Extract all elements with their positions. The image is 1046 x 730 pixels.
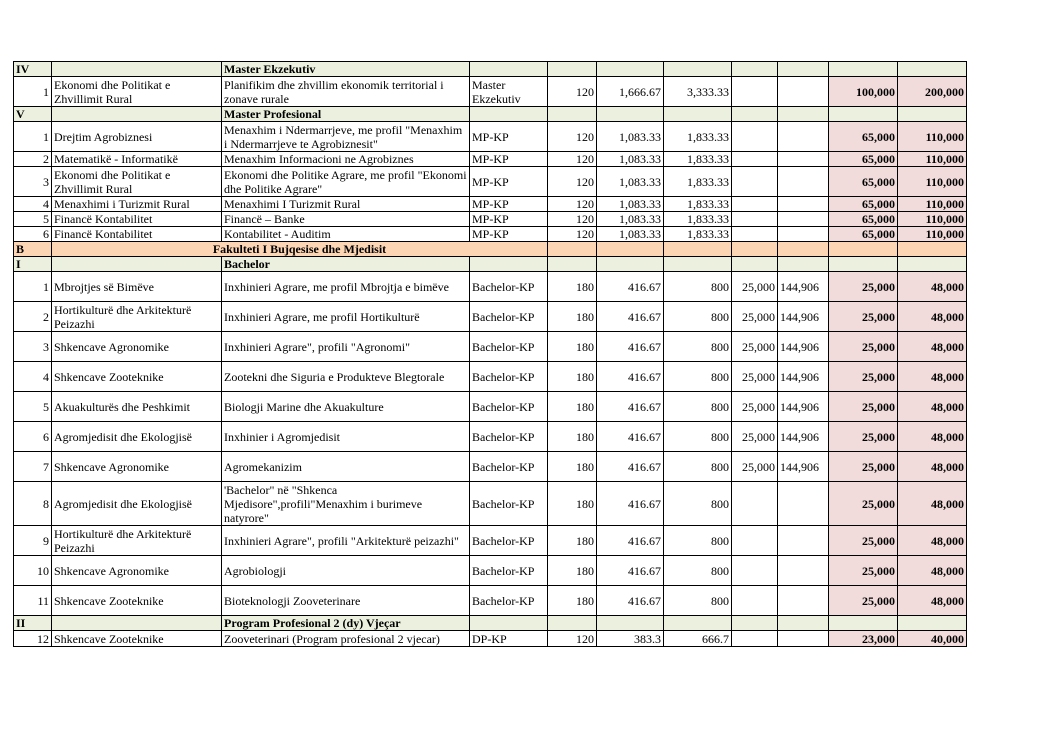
table-row <box>14 212 967 227</box>
extra-value-2 <box>778 526 829 556</box>
empty-cell <box>548 616 597 631</box>
study-level: MP-KP <box>470 197 548 212</box>
table-row <box>14 526 967 556</box>
row-number: 1 <box>14 122 52 152</box>
row-number: 10 <box>14 556 52 586</box>
empty-cell <box>470 62 548 77</box>
fee-per-credit: 416.67 <box>597 556 664 586</box>
row-number: 5 <box>14 212 52 227</box>
annual-fee-foreign: 48,000 <box>898 556 967 586</box>
empty-cell <box>829 616 898 631</box>
credits-value: 120 <box>548 197 597 212</box>
extra-value-1: 25,000 <box>732 422 778 452</box>
annual-fee-foreign: 110,000 <box>898 197 967 212</box>
annual-fee: 25,000 <box>829 482 898 526</box>
empty-cell <box>597 242 664 257</box>
empty-cell <box>548 257 597 272</box>
extra-value-2 <box>778 152 829 167</box>
department-name: Agromjedisit dhe Ekologjisë <box>52 482 222 526</box>
annual-fee-foreign: 110,000 <box>898 122 967 152</box>
credits-value: 180 <box>548 422 597 452</box>
section-header-row <box>14 107 967 122</box>
program-name: Zootekni dhe Siguria e Produkteve Blegtorale <box>222 362 470 392</box>
annual-fee-foreign: 48,000 <box>898 362 967 392</box>
annual-fee-foreign: 110,000 <box>898 212 967 227</box>
fee-per-credit-alt: 800 <box>664 422 732 452</box>
extra-value-2 <box>778 556 829 586</box>
program-name: Agrobiologji <box>222 556 470 586</box>
extra-value-1 <box>732 167 778 197</box>
section-title: Master Ekzekutiv <box>222 62 470 77</box>
empty-cell <box>597 107 664 122</box>
table-row <box>14 332 967 362</box>
empty-cell <box>732 107 778 122</box>
annual-fee: 65,000 <box>829 122 898 152</box>
annual-fee-foreign: 110,000 <box>898 167 967 197</box>
fee-per-credit: 416.67 <box>597 272 664 302</box>
faculty-title: Fakulteti I Bujqesise dhe Mjedisit <box>52 242 548 257</box>
fee-per-credit-alt: 800 <box>664 302 732 332</box>
extra-value-1 <box>732 526 778 556</box>
extra-value-1 <box>732 556 778 586</box>
department-name: Agromjedisit dhe Ekologjisë <box>52 422 222 452</box>
credits-value: 120 <box>548 122 597 152</box>
empty-cell <box>52 616 222 631</box>
row-number: 3 <box>14 332 52 362</box>
extra-value-2 <box>778 482 829 526</box>
annual-fee: 25,000 <box>829 526 898 556</box>
fee-per-credit: 416.67 <box>597 392 664 422</box>
study-level: Bachelor-KP <box>470 362 548 392</box>
extra-value-1 <box>732 212 778 227</box>
fee-per-credit-alt: 1,833.33 <box>664 152 732 167</box>
extra-value-2 <box>778 212 829 227</box>
table-row <box>14 77 967 107</box>
fee-per-credit-alt: 3,333.33 <box>664 77 732 107</box>
annual-fee-foreign: 110,000 <box>898 152 967 167</box>
fee-per-credit-alt: 1,833.33 <box>664 122 732 152</box>
table-row <box>14 197 967 212</box>
program-name: Ekonomi dhe Politike Agrare, me profil "Ekonomi dhe Politike Agrare" <box>222 167 470 197</box>
department-name: Ekonomi dhe Politikat e Zhvillimit Rural <box>52 167 222 197</box>
extra-value-1: 25,000 <box>732 392 778 422</box>
fee-per-credit-alt: 800 <box>664 482 732 526</box>
study-level: Bachelor-KP <box>470 556 548 586</box>
extra-value-1 <box>732 122 778 152</box>
annual-fee: 25,000 <box>829 302 898 332</box>
extra-value-2 <box>778 122 829 152</box>
extra-value-1 <box>732 227 778 242</box>
extra-value-2 <box>778 586 829 616</box>
section-header-row <box>14 62 967 77</box>
row-number: 2 <box>14 152 52 167</box>
fee-per-credit: 1,083.33 <box>597 212 664 227</box>
empty-cell <box>52 107 222 122</box>
fee-per-credit: 416.67 <box>597 332 664 362</box>
row-number: 1 <box>14 77 52 107</box>
department-name: Shkencave Agronomike <box>52 452 222 482</box>
empty-cell <box>829 62 898 77</box>
row-number: 1 <box>14 272 52 302</box>
row-number: 5 <box>14 392 52 422</box>
fee-per-credit-alt: 800 <box>664 332 732 362</box>
extra-value-2: 144,906 <box>778 392 829 422</box>
program-name: Menaxhim Informacioni ne Agrobiznes <box>222 152 470 167</box>
fee-per-credit: 416.67 <box>597 362 664 392</box>
annual-fee-foreign: 48,000 <box>898 302 967 332</box>
table-row <box>14 167 967 197</box>
extra-value-2: 144,906 <box>778 452 829 482</box>
section-code: V <box>14 107 52 122</box>
extra-value-1: 25,000 <box>732 302 778 332</box>
credits-value: 180 <box>548 452 597 482</box>
fee-per-credit-alt: 1,833.33 <box>664 197 732 212</box>
credits-value: 120 <box>548 77 597 107</box>
extra-value-1: 25,000 <box>732 362 778 392</box>
department-name: Akuakulturës dhe Peshkimit <box>52 392 222 422</box>
program-name: Inxhinieri Agrare, me profil Hortikulturë <box>222 302 470 332</box>
program-name: Bioteknologji Zooveterinare <box>222 586 470 616</box>
section-header-row <box>14 616 967 631</box>
empty-cell <box>898 616 967 631</box>
study-level: Bachelor-KP <box>470 482 548 526</box>
table-row <box>14 631 967 647</box>
annual-fee: 65,000 <box>829 227 898 242</box>
credits-value: 120 <box>548 212 597 227</box>
extra-value-2: 144,906 <box>778 362 829 392</box>
department-name: Hortikulturë dhe Arkitekturë Peizazhi <box>52 302 222 332</box>
credits-value: 120 <box>548 167 597 197</box>
empty-cell <box>732 242 778 257</box>
empty-cell <box>664 242 732 257</box>
extra-value-2 <box>778 197 829 212</box>
study-level: Bachelor-KP <box>470 586 548 616</box>
extra-value-2 <box>778 227 829 242</box>
section-code: B <box>14 242 52 257</box>
extra-value-1 <box>732 482 778 526</box>
credits-value: 120 <box>548 227 597 242</box>
annual-fee-foreign: 48,000 <box>898 422 967 452</box>
annual-fee: 25,000 <box>829 556 898 586</box>
row-number: 6 <box>14 227 52 242</box>
annual-fee-foreign: 48,000 <box>898 332 967 362</box>
study-level: MP-KP <box>470 227 548 242</box>
credits-value: 180 <box>548 392 597 422</box>
extra-value-1 <box>732 197 778 212</box>
row-number: 3 <box>14 167 52 197</box>
row-number: 6 <box>14 422 52 452</box>
study-level: Master Ekzekutiv <box>470 77 548 107</box>
annual-fee-foreign: 48,000 <box>898 586 967 616</box>
department-name: Financë Kontabilitet <box>52 212 222 227</box>
table-row <box>14 482 967 526</box>
table-row <box>14 452 967 482</box>
credits-value: 180 <box>548 526 597 556</box>
annual-fee: 25,000 <box>829 452 898 482</box>
program-name: Menaxhimi I Turizmit Rural <box>222 197 470 212</box>
section-title: Program Profesional 2 (dy) Vjeçar <box>222 616 470 631</box>
empty-cell <box>664 62 732 77</box>
row-number: 4 <box>14 362 52 392</box>
empty-cell <box>664 257 732 272</box>
annual-fee: 65,000 <box>829 167 898 197</box>
department-name: Drejtim Agrobiznesi <box>52 122 222 152</box>
annual-fee: 25,000 <box>829 272 898 302</box>
annual-fee-foreign: 48,000 <box>898 392 967 422</box>
empty-cell <box>664 616 732 631</box>
study-level: Bachelor-KP <box>470 392 548 422</box>
row-number: 7 <box>14 452 52 482</box>
empty-cell <box>732 62 778 77</box>
empty-cell <box>548 242 597 257</box>
empty-cell <box>548 62 597 77</box>
row-number: 12 <box>14 631 52 647</box>
table-row <box>14 152 967 167</box>
empty-cell <box>664 107 732 122</box>
annual-fee: 23,000 <box>829 631 898 647</box>
study-level: MP-KP <box>470 212 548 227</box>
section-title: Master Profesional <box>222 107 470 122</box>
empty-cell <box>470 107 548 122</box>
annual-fee: 65,000 <box>829 212 898 227</box>
study-level: Bachelor-KP <box>470 332 548 362</box>
program-name: Kontabilitet - Auditim <box>222 227 470 242</box>
fee-per-credit: 416.67 <box>597 482 664 526</box>
row-number: 2 <box>14 302 52 332</box>
study-level: Bachelor-KP <box>470 422 548 452</box>
fee-per-credit: 1,083.33 <box>597 227 664 242</box>
credits-value: 180 <box>548 362 597 392</box>
row-number: 8 <box>14 482 52 526</box>
annual-fee: 65,000 <box>829 197 898 212</box>
extra-value-2 <box>778 631 829 647</box>
empty-cell <box>597 257 664 272</box>
annual-fee: 25,000 <box>829 362 898 392</box>
table-row <box>14 272 967 302</box>
table-row <box>14 122 967 152</box>
empty-cell <box>778 242 829 257</box>
annual-fee-foreign: 48,000 <box>898 272 967 302</box>
department-name: Matematikë - Informatikë <box>52 152 222 167</box>
study-level: DP-KP <box>470 631 548 647</box>
extra-value-1: 25,000 <box>732 272 778 302</box>
empty-cell <box>470 257 548 272</box>
table-row <box>14 392 967 422</box>
program-name: Agromekanizim <box>222 452 470 482</box>
program-name: Zooveterinari (Program profesional 2 vjecar) <box>222 631 470 647</box>
empty-cell <box>898 62 967 77</box>
study-level: MP-KP <box>470 167 548 197</box>
table-row <box>14 362 967 392</box>
empty-cell <box>597 62 664 77</box>
study-level: Bachelor-KP <box>470 272 548 302</box>
faculty-header-row <box>14 242 967 257</box>
fee-per-credit: 1,083.33 <box>597 122 664 152</box>
table-body <box>14 62 967 647</box>
annual-fee-foreign: 48,000 <box>898 526 967 556</box>
table-row <box>14 422 967 452</box>
empty-cell <box>778 62 829 77</box>
extra-value-2: 144,906 <box>778 422 829 452</box>
empty-cell <box>829 242 898 257</box>
fee-per-credit-alt: 800 <box>664 556 732 586</box>
annual-fee: 25,000 <box>829 422 898 452</box>
department-name: Shkencave Agronomike <box>52 556 222 586</box>
annual-fee: 25,000 <box>829 586 898 616</box>
empty-cell <box>470 616 548 631</box>
fee-per-credit: 416.67 <box>597 526 664 556</box>
annual-fee: 25,000 <box>829 392 898 422</box>
empty-cell <box>898 107 967 122</box>
empty-cell <box>898 242 967 257</box>
study-level: Bachelor-KP <box>470 302 548 332</box>
fee-per-credit: 383.3 <box>597 631 664 647</box>
extra-value-2 <box>778 77 829 107</box>
program-name: 'Bachelor" në "Shkenca Mjedisore",profili"Menaxhim i burimeve natyrore" <box>222 482 470 526</box>
fee-per-credit-alt: 800 <box>664 452 732 482</box>
empty-cell <box>52 257 222 272</box>
department-name: Hortikulturë dhe Arkitekturë Peizazhi <box>52 526 222 556</box>
fee-per-credit: 416.67 <box>597 586 664 616</box>
program-name: Inxhinier i Agromjedisit <box>222 422 470 452</box>
section-code: II <box>14 616 52 631</box>
extra-value-1: 25,000 <box>732 452 778 482</box>
fee-per-credit: 1,083.33 <box>597 152 664 167</box>
program-name: Planifikim dhe zhvillim ekonomik territorial i zonave rurale <box>222 77 470 107</box>
empty-cell <box>597 616 664 631</box>
fee-per-credit: 416.67 <box>597 422 664 452</box>
credits-value: 120 <box>548 631 597 647</box>
row-number: 4 <box>14 197 52 212</box>
extra-value-1 <box>732 152 778 167</box>
credits-value: 180 <box>548 482 597 526</box>
credits-value: 180 <box>548 332 597 362</box>
program-name: Biologji Marine dhe Akuakulture <box>222 392 470 422</box>
section-code: IV <box>14 62 52 77</box>
section-header-row <box>14 257 967 272</box>
annual-fee: 25,000 <box>829 332 898 362</box>
annual-fee-foreign: 48,000 <box>898 482 967 526</box>
extra-value-1: 25,000 <box>732 332 778 362</box>
annual-fee: 65,000 <box>829 152 898 167</box>
empty-cell <box>898 257 967 272</box>
extra-value-1 <box>732 586 778 616</box>
extra-value-1 <box>732 631 778 647</box>
annual-fee-foreign: 48,000 <box>898 452 967 482</box>
table-row <box>14 302 967 332</box>
department-name: Mbrojtjes së Bimëve <box>52 272 222 302</box>
extra-value-2: 144,906 <box>778 272 829 302</box>
credits-value: 180 <box>548 272 597 302</box>
fee-per-credit-alt: 800 <box>664 392 732 422</box>
fee-per-credit: 1,083.33 <box>597 197 664 212</box>
row-number: 9 <box>14 526 52 556</box>
empty-cell <box>548 107 597 122</box>
fee-per-credit-alt: 1,833.33 <box>664 167 732 197</box>
fee-per-credit-alt: 800 <box>664 272 732 302</box>
credits-value: 180 <box>548 586 597 616</box>
empty-cell <box>778 616 829 631</box>
department-name: Financë Kontabilitet <box>52 227 222 242</box>
program-name: Menaxhim i Ndermarrjeve, me profil "Menaxhim i Ndermarrjeve te Agrobiznesit" <box>222 122 470 152</box>
program-name: Inxhinieri Agrare", profili "Arkitekturë peizazhi" <box>222 526 470 556</box>
credits-value: 180 <box>548 556 597 586</box>
annual-fee-foreign: 40,000 <box>898 631 967 647</box>
study-level: Bachelor-KP <box>470 452 548 482</box>
fee-per-credit: 416.67 <box>597 452 664 482</box>
department-name: Menaxhimi i Turizmit Rural <box>52 197 222 212</box>
credits-value: 180 <box>548 302 597 332</box>
row-number: 11 <box>14 586 52 616</box>
credits-value: 120 <box>548 152 597 167</box>
fee-per-credit: 416.67 <box>597 302 664 332</box>
fee-per-credit-alt: 800 <box>664 586 732 616</box>
fee-per-credit-alt: 1,833.33 <box>664 227 732 242</box>
study-level: MP-KP <box>470 122 548 152</box>
section-code: I <box>14 257 52 272</box>
section-title: Bachelor <box>222 257 470 272</box>
table-row <box>14 556 967 586</box>
extra-value-2: 144,906 <box>778 332 829 362</box>
fee-per-credit-alt: 800 <box>664 526 732 556</box>
study-level: Bachelor-KP <box>470 526 548 556</box>
extra-value-1 <box>732 77 778 107</box>
table-row <box>14 586 967 616</box>
program-name: Financë – Banke <box>222 212 470 227</box>
fee-per-credit-alt: 800 <box>664 362 732 392</box>
empty-cell <box>732 257 778 272</box>
fee-per-credit: 1,666.67 <box>597 77 664 107</box>
fee-per-credit-alt: 666.7 <box>664 631 732 647</box>
empty-cell <box>52 62 222 77</box>
empty-cell <box>778 107 829 122</box>
extra-value-2: 144,906 <box>778 302 829 332</box>
department-name: Shkencave Zooteknike <box>52 631 222 647</box>
annual-fee-foreign: 200,000 <box>898 77 967 107</box>
study-level: MP-KP <box>470 152 548 167</box>
annual-fee-foreign: 110,000 <box>898 227 967 242</box>
department-name: Ekonomi dhe Politikat e Zhvillimit Rural <box>52 77 222 107</box>
department-name: Shkencave Agronomike <box>52 332 222 362</box>
program-name: Inxhinieri Agrare", profili "Agronomi" <box>222 332 470 362</box>
empty-cell <box>778 257 829 272</box>
department-name: Shkencave Zooteknike <box>52 586 222 616</box>
annual-fee: 100,000 <box>829 77 898 107</box>
fee-per-credit: 1,083.33 <box>597 167 664 197</box>
empty-cell <box>732 616 778 631</box>
fees-table <box>13 61 967 647</box>
fee-per-credit-alt: 1,833.33 <box>664 212 732 227</box>
extra-value-2 <box>778 167 829 197</box>
empty-cell <box>829 107 898 122</box>
table-row <box>14 227 967 242</box>
program-name: Inxhinieri Agrare, me profil Mbrojtja e bimëve <box>222 272 470 302</box>
department-name: Shkencave Zooteknike <box>52 362 222 392</box>
empty-cell <box>829 257 898 272</box>
